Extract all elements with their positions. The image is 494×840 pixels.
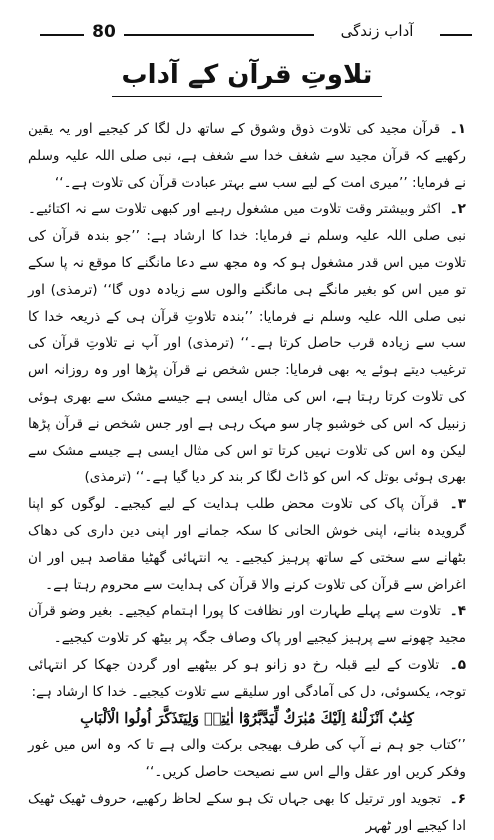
verse-translation: ’’کتاب جو ہم نے آپ کی طرف بھیجی برکت والی ہے تا کہ وہ اس میں غور وفکر کریں اور عقل والے اس سے نصیحت حاصل کریں۔‘‘: [28, 737, 466, 781]
paragraph-text: اکثر وبیشتر وقت تلاوت میں مشغول رہیے اور کبھی تلاوت سے نہ اکتائیے۔ نبی صلی اللہ علیہ وسلم نے فرمایا: خدا کا ارشاد ہے: ’’جو بندہ قرآن کی تلاوت میں اس قدر مشغول ہو کہ وہ مجھ سے دعا مانگنے کا موقع نہ پا سکے تو میں اس کو بغیر مانگے ہی مانگنے والوں سے زیادہ دوں گا‘‘ (ترمذی) اور نبی صلی اللہ علیہ وسلم نے فرمایا: ’’بندہ تلاوتِ قرآن ہی کے ذریعہ خدا کا سب سے زیادہ قرب حاصل کرتا ہے۔‘‘ (ترمذی) اور آپ نے تلاوتِ قرآن کی ترغیب دیتے ہوئے یہ بھی فرمایا: جس شخص نے قرآن پڑھا اور وہ روزانہ اس کی تلاوت کرتا رہتا ہے، اس کی مثال ایسی ہے جیسے مشک سے بھری ہوئی زنبیل کہ اس کی خوشبو چار سو مہک رہی ہے اور جس شخص نے قرآن پڑھا لیکن وہ اس کی تلاوت نہیں کرتا تو اس کی مثال ایسی ہے جیسے مشک سے بھری ہوئی بوتل کہ اس کو ڈاٹ لگا کر بند کر دیا گیا ہے۔‘‘ (ترمذی): [28, 201, 466, 486]
running-title: آداب زندگی: [340, 22, 414, 40]
paragraph-number: ۲۔: [449, 201, 466, 218]
title-wrap: [0, 60, 494, 97]
paragraph-text: قرآن مجید کی تلاوت ذوق وشوق کے ساتھ دل لگا کر کیجیے اور یہ یقین رکھیے کہ قرآن مجید سے شغف خدا سے شغف ہے، نبی صلی اللہ علیہ وسلم نے فرمایا: ’’میری امت کے لیے سب سے بہتر عبادت قرآن کی تلاوت ہے۔‘‘: [28, 121, 466, 191]
body-text: [28, 116, 467, 834]
paragraph-text: تجوید اور ترتیل کا بھی جہاں تک ہو سکے لحاظ رکھیے، حروف ٹھیک ٹھیک ادا کیجیے اور ٹھہر: [28, 790, 466, 834]
paragraph: [28, 786, 466, 840]
page-title: تلاوتِ قرآن کے آداب: [112, 60, 383, 97]
paragraph: [28, 598, 466, 652]
paragraph: [28, 491, 466, 598]
paragraph-number: ۴۔: [449, 603, 466, 620]
paragraph: [28, 196, 466, 491]
header-rule: [40, 34, 84, 36]
paragraph-number: ۵۔: [449, 656, 467, 673]
paragraph-number: ۶۔: [449, 790, 466, 807]
quran-verse: کِتٰبٌ اَنْزَلْنٰهُ اِلَیْكَ مُبٰرَكٌ لِّیَدَّبَّرُوْٓا اٰیٰتِهٖ وَلِیَتَذَكَّرَ اُولُوا الْاَلْبَابِ: [80, 709, 414, 727]
paragraph-number: ۱۔: [449, 121, 466, 137]
paragraph-text: قرآن پاک کی تلاوت محض طلب ہدایت کے لیے کیجیے۔ لوگوں کو اپنا گرویدہ بنانے، اپنی خوش الحانی کا سکہ جمانے اور اپنی دین داری کی دھاک بٹھانے سے سختی کے ساتھ پرہیز کیجیے۔ یہ انتہائی گھٹیا مقاصد ہیں اور ان اغراض سے قرآن کی تلاوت کرنے والا قرآن کی ہدایت سے محروم رہتا ہے۔: [28, 496, 466, 593]
paragraph-number: ۳۔: [449, 496, 466, 513]
paragraph-text: تلاوت کے لیے قبلہ رخ دو زانو ہو کر بیٹھیے اور گردن جھکا کر انتہائی توجہ، یکسوئی، دل کی آمادگی اور سلیقے سے تلاوت کیجیے۔ خدا کا ارشاد ہے:: [28, 656, 466, 700]
header-rule: [124, 34, 314, 36]
paragraph: [28, 652, 466, 706]
page-header: [20, 22, 474, 48]
page-number: 80: [92, 22, 116, 42]
paragraph: [28, 116, 466, 196]
paragraph-text: تلاوت سے پہلے طہارت اور نظافت کا پورا اہتمام کیجیے۔ بغیر وضو قرآن مجید چھونے سے پرہیز کیجیے اور پاک وصاف جگہ پر بیٹھ کر تلاوت کیجیے۔: [28, 603, 466, 647]
header-rule: [440, 34, 472, 36]
